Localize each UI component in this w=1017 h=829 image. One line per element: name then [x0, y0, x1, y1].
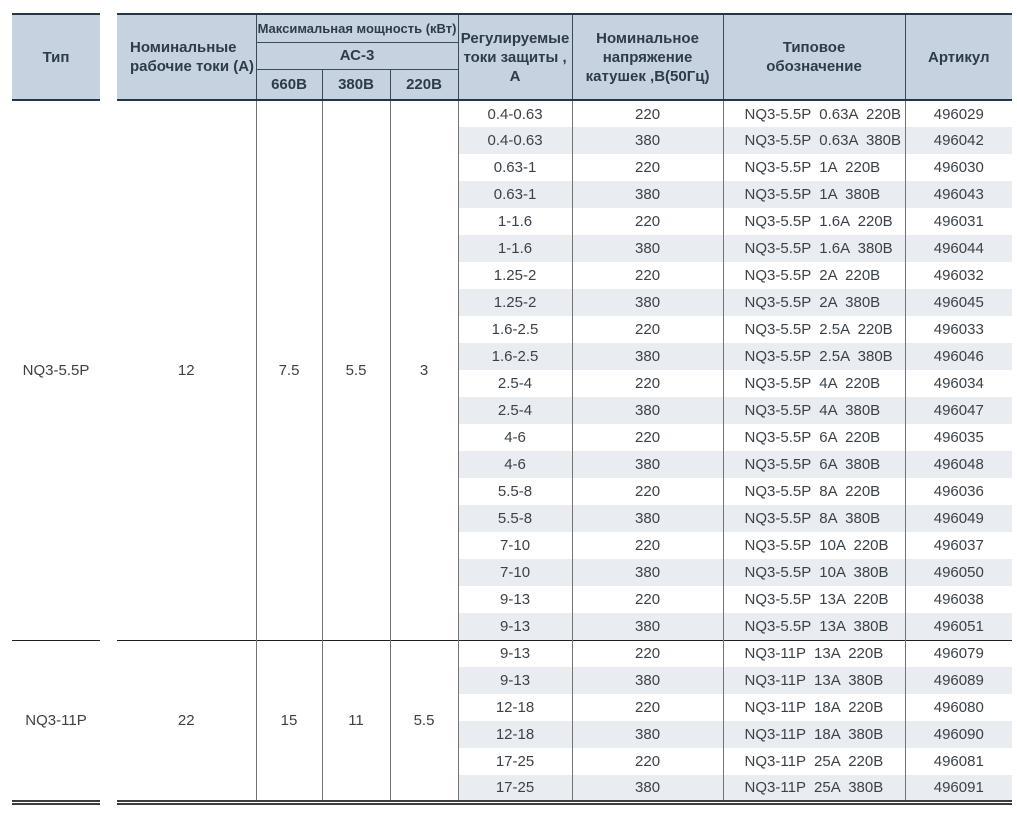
- designation-cell: NQ3-5.5P 13A 220В: [723, 586, 905, 613]
- protection-current-cell: 0.4-0.63: [458, 100, 572, 127]
- article-cell: 496048: [905, 451, 1012, 478]
- protection-current-cell: 0.63-1: [458, 181, 572, 208]
- protection-current-cell: 0.63-1: [458, 154, 572, 181]
- protection-current-cell: 12-18: [458, 694, 572, 721]
- power-380v-cell: 11: [322, 640, 390, 802]
- designation-cell: NQ3-5.5P 13A 380В: [723, 613, 905, 640]
- coil-voltage-cell: 220: [572, 370, 723, 397]
- col-header-coil-voltage: [572, 14, 723, 100]
- designation-cell: NQ3-5.5P 6A 220В: [723, 424, 905, 451]
- protection-current-cell: 9-13: [458, 613, 572, 640]
- protection-current-cell: 1.25-2: [458, 262, 572, 289]
- protection-current-cell: 17-25: [458, 775, 572, 802]
- article-cell: 496050: [905, 559, 1012, 586]
- article-cell: 496030: [905, 154, 1012, 181]
- article-cell: 496042: [905, 127, 1012, 154]
- protection-current-cell: 9-13: [458, 667, 572, 694]
- designation-cell: NQ3-5.5P 4A 220В: [723, 370, 905, 397]
- col-header-ac3: АС-3: [256, 42, 458, 69]
- article-cell: 496081: [905, 748, 1012, 775]
- header-gap-column: [100, 14, 117, 100]
- coil-voltage-cell: 220: [572, 208, 723, 235]
- article-cell: 496079: [905, 640, 1012, 667]
- article-cell: 496032: [905, 262, 1012, 289]
- col-header-220v: 220В: [390, 69, 458, 100]
- designation-cell: NQ3-5.5P 1.6A 380В: [723, 235, 905, 262]
- article-cell: 496034: [905, 370, 1012, 397]
- type-cell: NQ3-5.5P: [22, 361, 90, 379]
- gap-cell: [100, 640, 117, 802]
- header-line: обозначение: [766, 58, 862, 75]
- coil-voltage-cell: 380: [572, 343, 723, 370]
- designation-cell: NQ3-11P 25A 220В: [723, 748, 905, 775]
- gap-cell: [100, 100, 117, 640]
- coil-voltage-cell: 380: [572, 505, 723, 532]
- protection-current-cell: 0.4-0.63: [458, 127, 572, 154]
- designation-cell: NQ3-5.5P 2A 380В: [723, 289, 905, 316]
- article-cell: 496043: [905, 181, 1012, 208]
- col-header-protection-current: [458, 14, 572, 100]
- col-header-660v: 660В: [256, 69, 322, 100]
- col-header-max-power: Максимальная мощность (кВт): [256, 14, 458, 42]
- col-header-designation: [723, 14, 905, 100]
- coil-voltage-cell: 380: [572, 721, 723, 748]
- article-cell: 496045: [905, 289, 1012, 316]
- power-660v-cell: 15: [256, 640, 322, 802]
- protection-current-cell: 1-1.6: [458, 235, 572, 262]
- protection-current-cell: 17-25: [458, 748, 572, 775]
- nominal-current-cell: 12: [177, 361, 195, 379]
- protection-current-cell: 1.6-2.5: [458, 343, 572, 370]
- coil-voltage-cell: 220: [572, 154, 723, 181]
- designation-cell: NQ3-5.5P 1A 220В: [723, 154, 905, 181]
- article-cell: 496090: [905, 721, 1012, 748]
- article-cell: 496031: [905, 208, 1012, 235]
- coil-voltage-cell: 220: [572, 640, 723, 667]
- protection-current-cell: 5.5-8: [458, 505, 572, 532]
- header-line: Регулируемые: [460, 29, 570, 47]
- protection-current-cell: 4-6: [458, 451, 572, 478]
- coil-voltage-cell: 380: [572, 235, 723, 262]
- header-line: рабочие токи (А): [130, 58, 255, 75]
- article-cell: 496029: [905, 100, 1012, 127]
- coil-voltage-cell: 380: [572, 127, 723, 154]
- designation-cell: NQ3-5.5P 6A 380В: [723, 451, 905, 478]
- power-660v-cell: 7.5: [256, 100, 322, 640]
- coil-voltage-cell: 380: [572, 289, 723, 316]
- protection-current-cell: 12-18: [458, 721, 572, 748]
- coil-voltage-cell: 380: [572, 397, 723, 424]
- coil-voltage-cell: 220: [572, 478, 723, 505]
- designation-cell: NQ3-5.5P 8A 380В: [723, 505, 905, 532]
- protection-current-cell: 1.6-2.5: [458, 316, 572, 343]
- article-cell: 496049: [905, 505, 1012, 532]
- coil-voltage-cell: 220: [572, 316, 723, 343]
- protection-current-cell: 4-6: [458, 424, 572, 451]
- coil-voltage-cell: 380: [572, 181, 723, 208]
- coil-voltage-cell: 380: [572, 613, 723, 640]
- article-cell: 496038: [905, 586, 1012, 613]
- article-cell: 496091: [905, 775, 1012, 802]
- header-line: токи защиты , А: [463, 48, 567, 85]
- designation-cell: NQ3-5.5P 0.63A 380В: [723, 127, 905, 154]
- protection-current-cell: 1-1.6: [458, 208, 572, 235]
- power-220v-cell: 3: [390, 100, 458, 640]
- article-cell: 496080: [905, 694, 1012, 721]
- header-line: Номинальное: [596, 29, 699, 47]
- article-cell: 496044: [905, 235, 1012, 262]
- coil-voltage-cell: 220: [572, 424, 723, 451]
- power-220v-cell: 5.5: [390, 640, 458, 802]
- designation-cell: NQ3-5.5P 1.6A 220В: [723, 208, 905, 235]
- col-header-nominal-current: [117, 14, 256, 100]
- designation-cell: NQ3-5.5P 8A 220В: [723, 478, 905, 505]
- table-body: [12, 100, 1012, 802]
- table-row: [12, 100, 1012, 127]
- coil-voltage-cell: 220: [572, 748, 723, 775]
- designation-cell: NQ3-5.5P 2A 220В: [723, 262, 905, 289]
- protection-current-cell: 2.5-4: [458, 370, 572, 397]
- coil-voltage-cell: 380: [572, 667, 723, 694]
- header-line: Номинальные: [130, 39, 237, 56]
- header-line: катушек ,В(50Гц): [585, 67, 710, 85]
- protection-current-cell: 9-13: [458, 640, 572, 667]
- protection-current-cell: 2.5-4: [458, 397, 572, 424]
- article-cell: 496037: [905, 532, 1012, 559]
- article-cell: 496046: [905, 343, 1012, 370]
- article-cell: 496047: [905, 397, 1012, 424]
- protection-current-cell: 9-13: [458, 586, 572, 613]
- nominal-current-cell: 22: [117, 640, 256, 802]
- coil-voltage-cell: 220: [572, 100, 723, 127]
- col-header-380v: 380В: [322, 69, 390, 100]
- article-cell: 496033: [905, 316, 1012, 343]
- protection-current-cell: 7-10: [458, 559, 572, 586]
- designation-cell: NQ3-5.5P 2.5A 380В: [723, 343, 905, 370]
- article-cell: 496051: [905, 613, 1012, 640]
- designation-cell: NQ3-5.5P 1A 380В: [723, 181, 905, 208]
- article-cell: 496035: [905, 424, 1012, 451]
- coil-voltage-cell: 380: [572, 775, 723, 802]
- spec-table: [12, 13, 1012, 805]
- coil-voltage-cell: 380: [572, 559, 723, 586]
- designation-cell: NQ3-5.5P 2.5A 220В: [723, 316, 905, 343]
- designation-cell: NQ3-11P 18A 220В: [723, 694, 905, 721]
- catalog-sheet: [12, 13, 1012, 805]
- table-header: [12, 14, 1012, 100]
- col-header-type: Тип: [12, 14, 100, 100]
- col-header-article: Артикул: [905, 14, 1012, 100]
- article-cell: 496089: [905, 667, 1012, 694]
- coil-voltage-cell: 220: [572, 532, 723, 559]
- article-cell: 496036: [905, 478, 1012, 505]
- designation-cell: NQ3-5.5P 4A 380В: [723, 397, 905, 424]
- coil-voltage-cell: 220: [572, 586, 723, 613]
- table-row: [12, 640, 1012, 667]
- designation-cell: NQ3-5.5P 10A 380В: [723, 559, 905, 586]
- coil-voltage-cell: 220: [572, 262, 723, 289]
- header-line: напряжение: [602, 48, 693, 66]
- protection-current-cell: 5.5-8: [458, 478, 572, 505]
- coil-voltage-cell: 220: [572, 694, 723, 721]
- designation-cell: NQ3-5.5P 10A 220В: [723, 532, 905, 559]
- designation-cell: NQ3-11P 13A 380В: [723, 667, 905, 694]
- power-380v-cell: 5.5: [322, 100, 390, 640]
- designation-cell: NQ3-11P 18A 380В: [723, 721, 905, 748]
- coil-voltage-cell: 380: [572, 451, 723, 478]
- designation-cell: NQ3-11P 25A 380В: [723, 775, 905, 802]
- header-line: Типовое: [782, 39, 846, 56]
- protection-current-cell: 7-10: [458, 532, 572, 559]
- designation-cell: NQ3-5.5P 0.63A 220В: [723, 100, 905, 127]
- protection-current-cell: 1.25-2: [458, 289, 572, 316]
- designation-cell: NQ3-11P 13A 220В: [723, 640, 905, 667]
- type-cell: NQ3-11P: [12, 640, 100, 802]
